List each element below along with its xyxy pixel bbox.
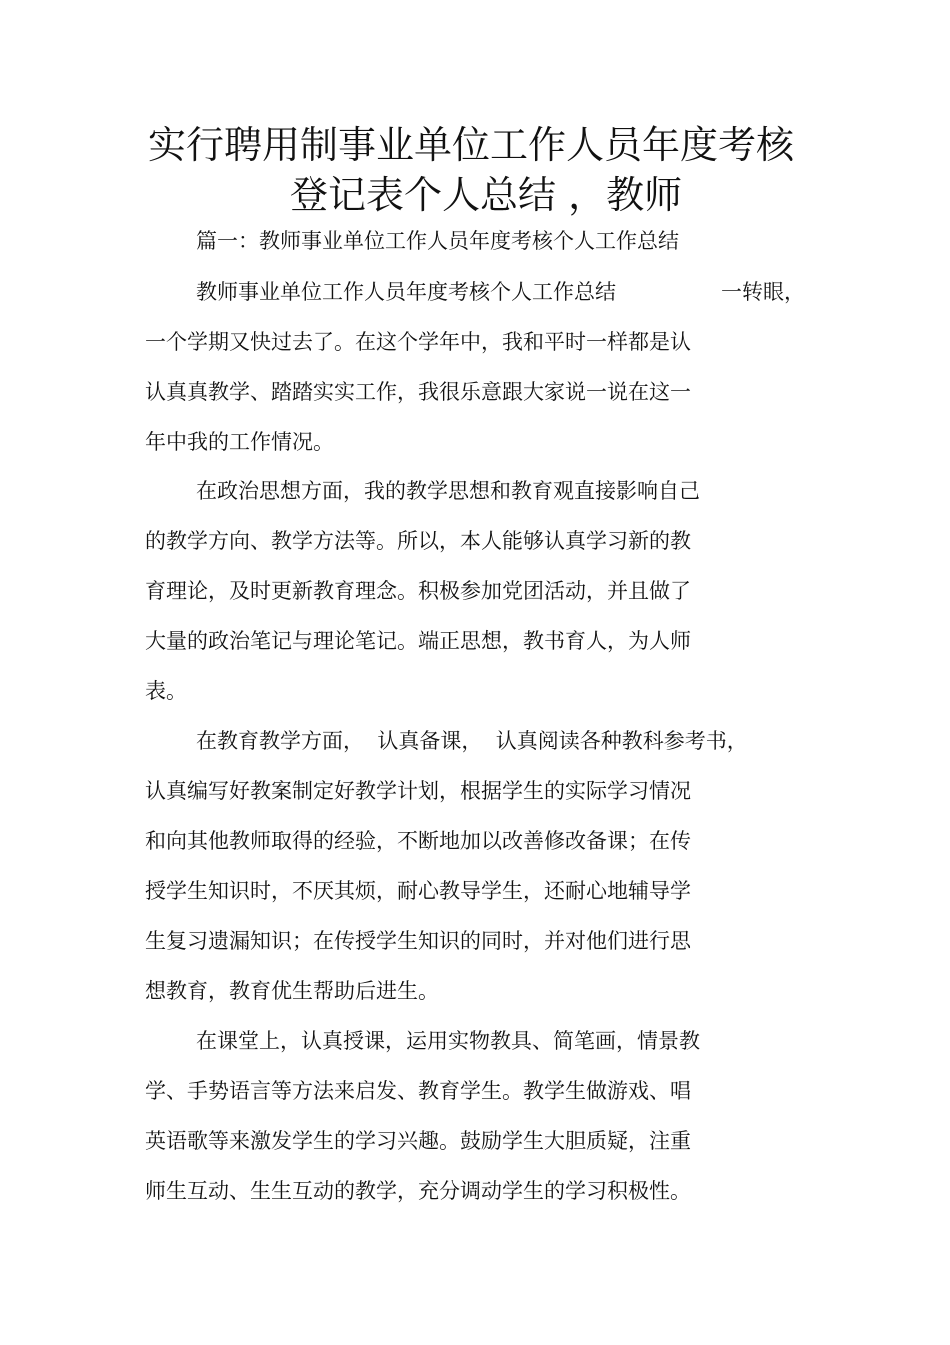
paragraph-2-line-2: 的教学方向、教学方法等。所以，本人能够认真学习新的教 — [145, 529, 691, 553]
document-title-line-1: 实行聘用制事业单位工作人员年度考核 — [148, 123, 795, 167]
paragraph-3-line-1: 在教育教学方面， 认真备课， 认真阅读各种教科参考书， — [196, 729, 748, 753]
paragraph-4-line-2: 学、手势语言等方法来启发、教育学生。教学生做游戏、唱 — [145, 1079, 691, 1103]
paragraph-3-line-2: 认真编写好教案制定好教学计划，根据学生的实际学习情况 — [145, 779, 691, 803]
paragraph-4-line-4: 师生互动、生生互动的教学，充分调动学生的学习积极性。 — [145, 1179, 691, 1203]
paragraph-3-line-5: 生复习遗漏知识；在传授学生知识的同时，并对他们进行思 — [145, 929, 691, 953]
paragraph-1-line-1: 教师事业单位工作人员年度考核个人工作总结 — [196, 280, 616, 304]
paragraph-1-line-1-tail: 一转眼， — [721, 280, 805, 304]
paragraph-1-line-4: 年中我的工作情况。 — [145, 430, 334, 454]
paragraph-3-line-4: 授学生知识时，不厌其烦，耐心教导学生，还耐心地辅导学 — [145, 879, 691, 903]
section-heading: 篇一：教师事业单位工作人员年度考核个人工作总结 — [196, 229, 679, 253]
paragraph-3-line-3: 和向其他教师取得的经验，不断地加以改善修改备课；在传 — [145, 829, 691, 853]
document-title-line-2: 登记表个人总结 ，教师 — [290, 173, 683, 217]
paragraph-1-line-2: 一个学期又快过去了。在这个学年中，我和平时一样都是认 — [145, 330, 691, 354]
paragraph-4-line-3: 英语歌等来激发学生的学习兴趣。鼓励学生大胆质疑，注重 — [145, 1129, 691, 1153]
paragraph-1-line-3: 认真真教学、踏踏实实工作，我很乐意跟大家说一说在这一 — [145, 380, 691, 404]
paragraph-2-line-1: 在政治思想方面，我的教学思想和教育观直接影响自己 — [196, 479, 700, 503]
paragraph-4-line-1: 在课堂上，认真授课，运用实物教具、简笔画，情景教 — [196, 1029, 700, 1053]
paragraph-3-line-6: 想教育，教育优生帮助后进生。 — [145, 979, 439, 1003]
paragraph-2-line-5: 表。 — [145, 679, 187, 703]
paragraph-2-line-4: 大量的政治笔记与理论笔记。端正思想，教书育人，为人师 — [145, 629, 691, 653]
paragraph-2-line-3: 育理论，及时更新教育理念。积极参加党团活动，并且做了 — [145, 579, 691, 603]
